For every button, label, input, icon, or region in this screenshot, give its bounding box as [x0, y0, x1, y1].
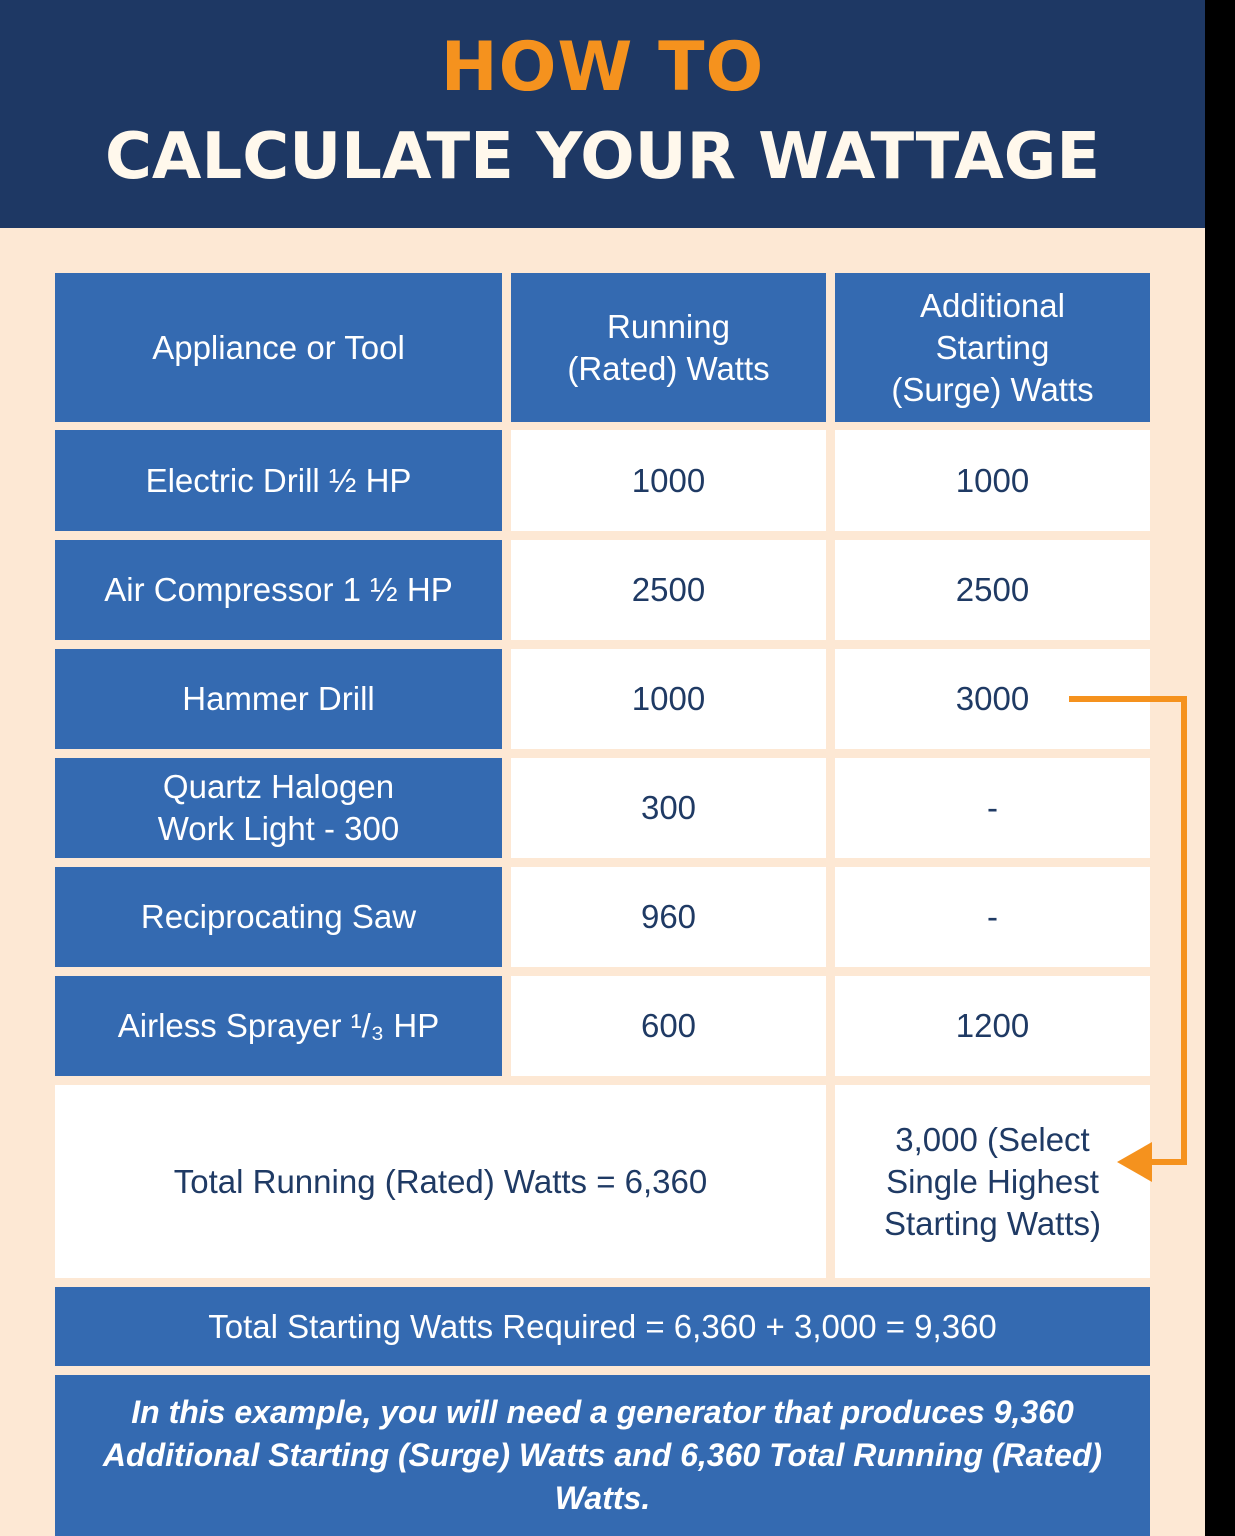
total-starting-watts: Total Starting Watts Required = 6,360 + 3,000 = 9,360 — [55, 1287, 1150, 1366]
table-row-running: 960 — [511, 867, 826, 967]
highest-starting-watts: 3,000 (Select Single Highest Starting Watts) — [835, 1085, 1150, 1278]
table-row-tool: Air Compressor 1 ½ HP — [55, 540, 502, 640]
table-row-starting: - — [835, 867, 1150, 967]
table-row-running: 1000 — [511, 649, 826, 749]
column-header-starting: Additional Starting (Surge) Watts — [835, 273, 1150, 422]
table-row-starting: 1200 — [835, 976, 1150, 1076]
table-row-tool: Electric Drill ½ HP — [55, 430, 502, 531]
table-row-starting: - — [835, 758, 1150, 858]
title-calculate-wattage: CALCULATE YOUR WATTAGE — [104, 120, 1101, 194]
table-row-running: 2500 — [511, 540, 826, 640]
table-row-starting: 3000 — [835, 649, 1150, 749]
table-row-running: 300 — [511, 758, 826, 858]
table-row-tool: Quartz Halogen Work Light - 300 — [55, 758, 502, 858]
column-header-running: Running (Rated) Watts — [511, 273, 826, 422]
table-row-tool: Airless Sprayer ¹/₃ HP — [55, 976, 502, 1076]
table-row-running: 600 — [511, 976, 826, 1076]
table-row-running: 1000 — [511, 430, 826, 531]
header-banner — [0, 0, 1205, 228]
table-row-tool: Hammer Drill — [55, 649, 502, 749]
example-note: In this example, you will need a generator that produces 9,360 Additional Starting (Surge) Watts and 6,360 Total Running (Rated) Watts. — [55, 1375, 1150, 1536]
table-row-starting: 1000 — [835, 430, 1150, 531]
table-row-tool: Reciprocating Saw — [55, 867, 502, 967]
table-row-starting: 2500 — [835, 540, 1150, 640]
title-how-to: HOW TO — [440, 28, 765, 107]
column-header-appliance: Appliance or Tool — [55, 273, 502, 422]
total-running-watts: Total Running (Rated) Watts = 6,360 — [55, 1085, 826, 1278]
